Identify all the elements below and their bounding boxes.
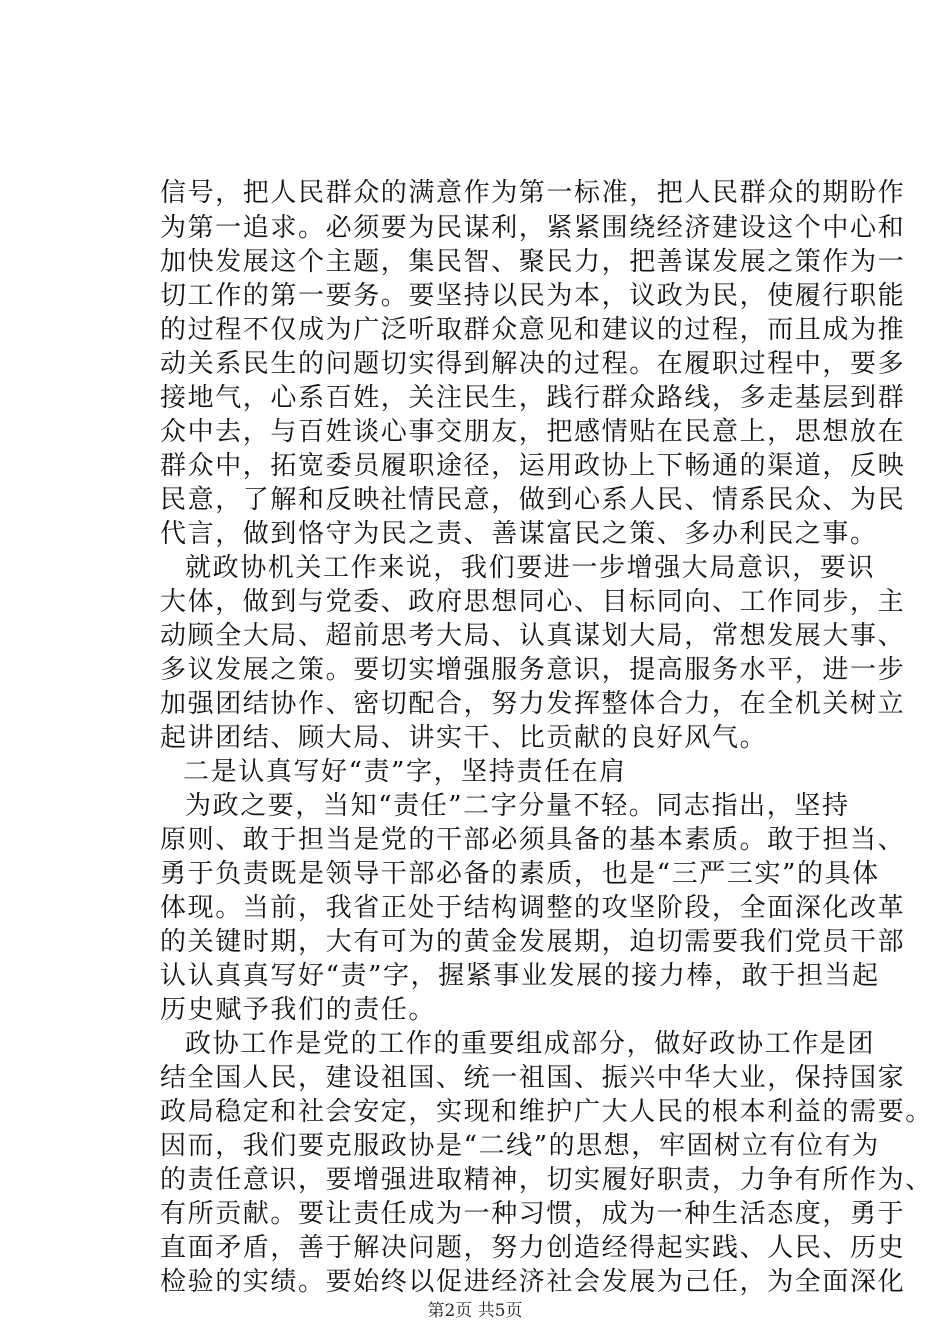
page-footer: 第2页 共5页 [427, 1301, 523, 1321]
section-heading: 二是认真写好“责”字，坚持责任在肩 [183, 757, 627, 787]
text-line: 的责任意识，要增强进取精神，切实履好职责，力争有所作为、 [160, 1165, 933, 1195]
text-line: 众中去，与百姓谈心事交朋友，把感情贴在民意上，思想放在 [160, 417, 906, 447]
text-line: 信号，把人民群众的满意作为第一标准，把人民群众的期盼作 [160, 178, 906, 208]
text-line: 加快发展这个主题，集民智、聚民力，把善谋发展之策作为一 [160, 247, 906, 277]
text-line: 接地气，心系百姓，关注民生，践行群众路线，多走基层到群 [160, 383, 906, 413]
text-line: 政协工作是党的工作的重要组成部分，做好政协工作是团 [185, 1029, 876, 1059]
text-line: 代言，做到恪守为民之责、善谋富民之策、多办利民之事。 [160, 519, 878, 549]
text-line: 起讲团结、顾大局、讲实干、比贡献的良好风气。 [160, 723, 768, 753]
text-line: 民意，了解和反映社情民意，做到心系人民、情系民众、为民 [160, 485, 906, 515]
text-line: 认认真真写好“责”字，握紧事业发展的接力棒，敢于担当起 [160, 961, 880, 991]
text-line: 为第一追求。必须要为民谋利，紧紧围绕经济建设这个中心和 [160, 213, 906, 243]
text-line: 动顾全大局、超前思考大局、认真谋划大局，常想发展大事、 [160, 621, 906, 651]
text-line: 就政协机关工作来说，我们要进一步增强大局意识，要识 [185, 553, 876, 583]
text-line: 有所贡献。要让责任成为一种习惯，成为一种生活态度，勇于 [160, 1199, 906, 1229]
text-line: 体现。当前，我省正处于结构调整的攻坚阶段，全面深化改革 [160, 893, 906, 923]
text-line: 原则、敢于担当是党的干部必须具备的基本素质。敢于担当、 [160, 825, 906, 855]
text-line: 政局稳定和社会安定，实现和维护广大人民的根本利益的需要。 [160, 1097, 933, 1127]
text-line: 历史赋予我们的责任。 [160, 995, 437, 1025]
text-line: 勇于负责既是领导干部必备的素质，也是“三严三实”的具体 [160, 859, 880, 889]
text-line: 切工作的第一要务。要坚持以民为本，议政为民，使履行职能 [160, 281, 906, 311]
text-line: 为政之要，当知“责任”二字分量不轻。同志指出，坚持 [185, 791, 850, 821]
text-line: 群众中，拓宽委员履职途径，运用政协上下畅通的渠道，反映 [160, 451, 906, 481]
text-line: 检验的实绩。要始终以促进经济社会发展为己任，为全面深化 [160, 1267, 906, 1297]
text-line: 的过程不仅成为广泛听取群众意见和建议的过程，而且成为推 [160, 315, 906, 345]
text-line: 动关系民生的问题切实得到解决的过程。在履职过程中，要多 [160, 349, 906, 379]
text-line: 大体，做到与党委、政府思想同心、目标同向、工作同步，主 [160, 587, 906, 617]
text-line: 直面矛盾，善于解决问题，努力创造经得起实践、人民、历史 [160, 1233, 906, 1263]
text-line: 加强团结协作、密切配合，努力发挥整体合力，在全机关树立 [160, 689, 906, 719]
text-line: 因而，我们要克服政协是“二线”的思想，牢固树立有位有为 [160, 1131, 880, 1161]
text-line: 结全国人民，建设祖国、统一祖国、振兴中华大业，保持国家 [160, 1063, 906, 1093]
text-line: 的关键时期，大有可为的黄金发展期，迫切需要我们党员干部 [160, 927, 906, 957]
text-line: 多议发展之策。要切实增强服务意识，提高服务水平，进一步 [160, 655, 906, 685]
